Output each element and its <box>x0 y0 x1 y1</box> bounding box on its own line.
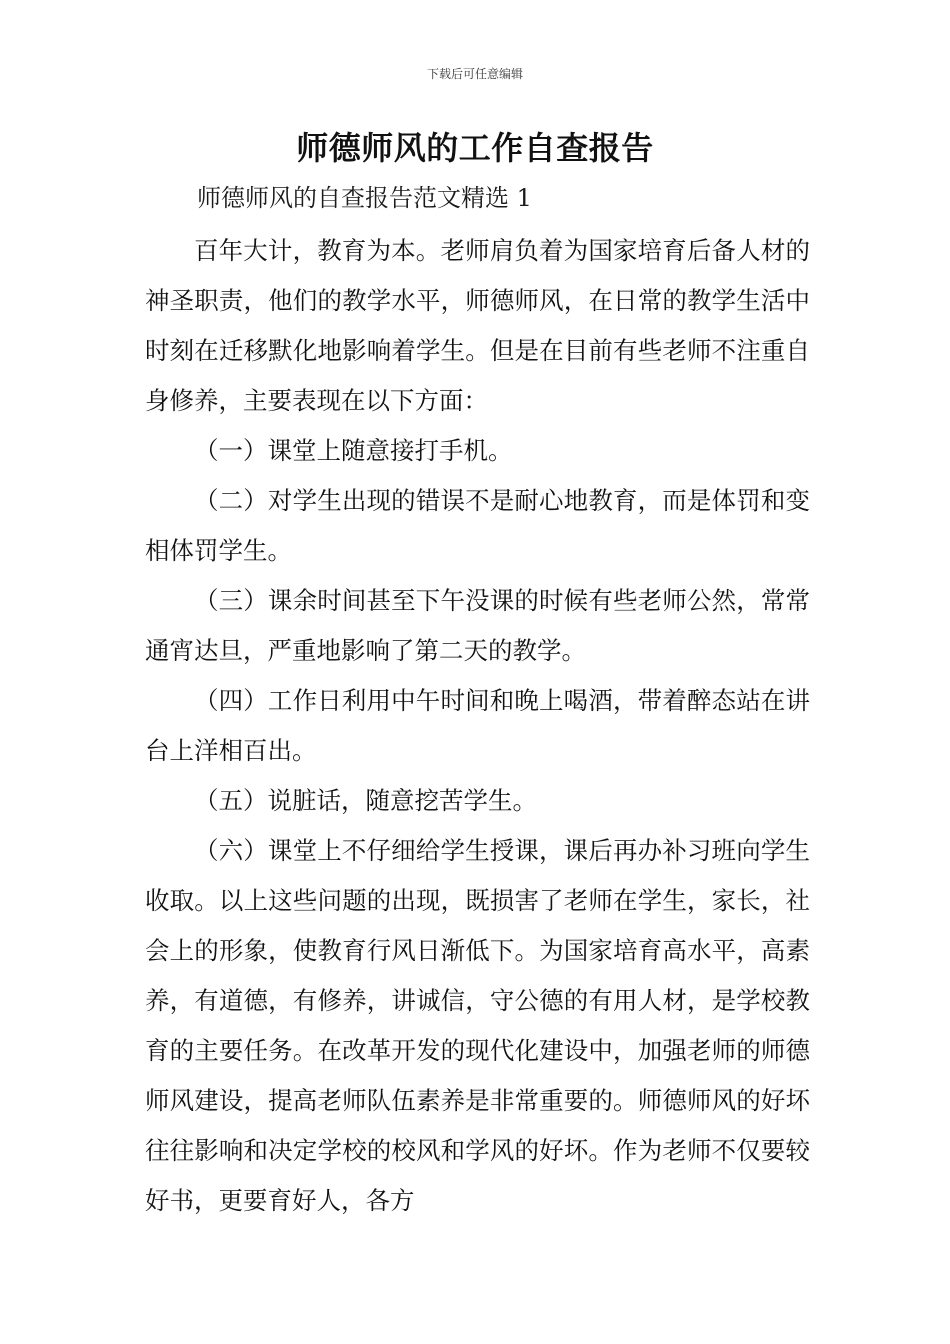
header-note: 下载后可任意编辑 <box>426 67 523 81</box>
paragraph-item-1: （一）课堂上随意接打手机。 <box>194 436 513 465</box>
document-subtitle: 师德师风的自查报告范文精选 1 <box>197 184 532 212</box>
document-body <box>145 226 810 1226</box>
paragraph-intro: 百年大计，教育为本。老师肩负着为国家培育后备人材的神圣职责，他们的教学水平，师德师风，在日常的教学生活中时刻在迁移默化地影响着学生。但是在目前有些老师不注重自身修养，主要表现在以下方面： <box>145 236 810 415</box>
paragraph-item-2: （二）对学生出现的错误不是耐心地教育，而是体罚和变相体罚学生。 <box>145 486 810 565</box>
paragraph-item-5: （五）说脏话，随意挖苦学生。 <box>194 786 537 815</box>
paragraph-item-6: （六）课堂上不仔细给学生授课，课后再办补习班向学生收取。以上这些问题的出现，既损害了老师在学生，家长，社会上的形象，使教育行风日渐低下。为国家培育高水平，高素养，有道德，有修养，讲诚信，守公德的有用人材，是学校教育的主要任务。在改革开发的现代化建设中，加强老师的师德师风建设，提高老师队伍素养是非常重要的。师德师风的好坏往往影响和决定学校的校风和学风的好坏。作为老师不仅要较好书，更要育好人，各方 <box>145 836 810 1215</box>
paragraph-item-4: （四）工作日利用中午时间和晚上喝酒，带着醉态站在讲台上洋相百出。 <box>145 686 810 765</box>
document-title: 师德师风的工作自查报告 <box>296 129 654 167</box>
paragraph-item-3: （三）课余时间甚至下午没课的时候有些老师公然，常常通宵达旦，严重地影响了第二天的教学。 <box>145 586 810 665</box>
